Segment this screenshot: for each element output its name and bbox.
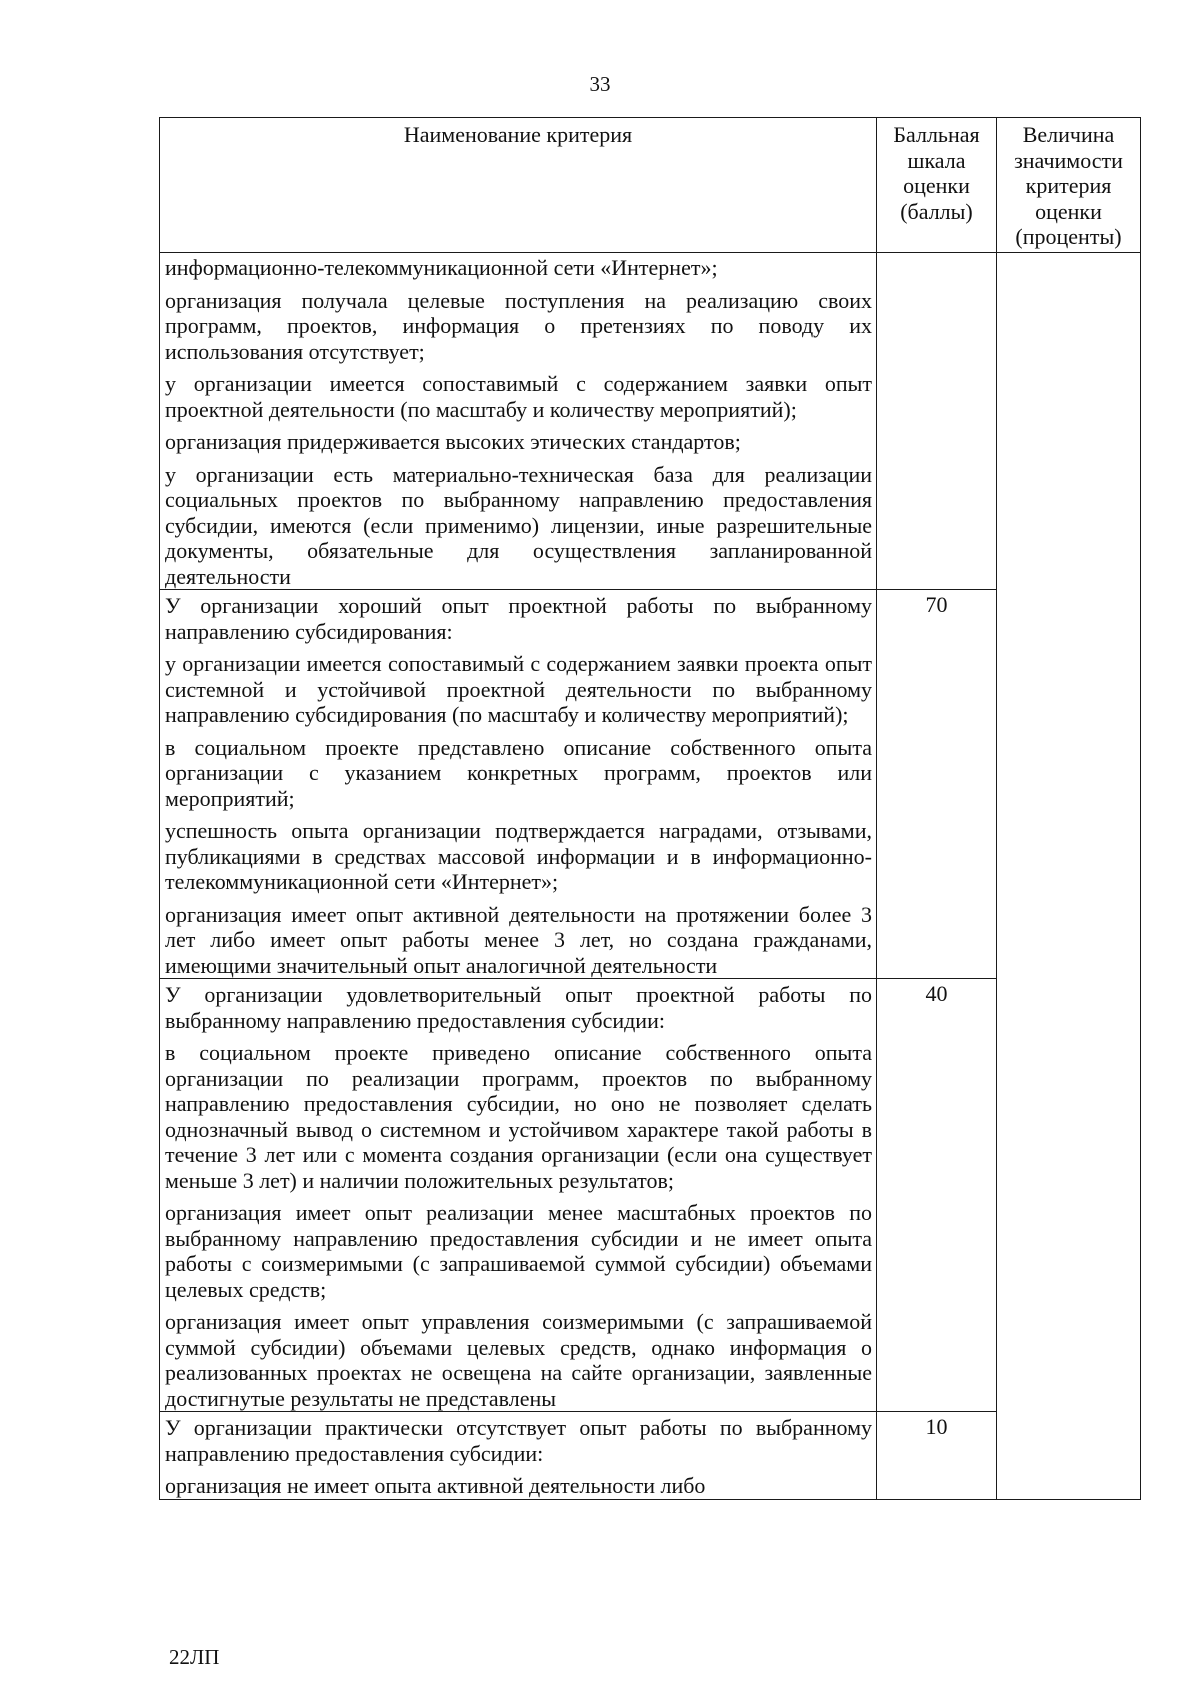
criterion-paragraph: организация не имеет опыта активной деятельности либо — [165, 1473, 706, 1498]
criterion-paragraph: У организации удовлетворительный опыт проектной работы по выбранному направлению предоставления субсидии: — [165, 982, 872, 1033]
criterion-text-cell — [160, 1412, 877, 1500]
criterion-text-cell — [160, 590, 877, 979]
table-row — [160, 1412, 1141, 1500]
criterion-text-cell — [160, 253, 877, 590]
score-cell: 10 — [877, 1412, 997, 1500]
criterion-paragraph: информационно-телекоммуникационной сети «Интернет»; — [165, 255, 718, 280]
criterion-paragraph: организация имеет опыт активной деятельности на протяжении более 3 лет либо имеет опыт работы менее 3 лет, но создана гражданами, имеющими значительный опыт аналогичной деятельности — [165, 901, 872, 978]
criterion-paragraph: организация придерживается высоких этических стандартов; — [165, 429, 741, 454]
criterion-paragraph: у организации имеется сопоставимый с содержанием заявки проекта опыт системной и устойчивой проектной деятельности по выбранному направлению субсидирования (по масштабу и количеству мероприятий); — [165, 651, 872, 727]
criterion-paragraph: У организации хороший опыт проектной работы по выбранному направлению субсидирования: — [165, 593, 872, 644]
header-weight: Величина значимости критерия оценки (проценты) — [997, 118, 1141, 253]
score-cell — [877, 253, 997, 590]
table-row — [160, 253, 1141, 590]
criterion-paragraph: у организации имеется сопоставимый с содержанием заявки опыт проектной деятельности (по масштабу и количеству мероприятий); — [165, 371, 872, 422]
criterion-paragraph: организация имеет опыт реализации менее масштабных проектов по выбранному направлению предоставления субсидии и не имеет опыта работы с соизмеримыми (с запрашиваемой суммой субсидии) объемами целевых средств; — [165, 1200, 872, 1302]
criterion-text-cell — [160, 979, 877, 1412]
criterion-paragraph: в социальном проекте приведено описание собственного опыта организации по реализации программ, проектов по выбранному направлению предоставления субсидии, но оно не позволяет сделать однозначный вывод о системном и устойчивом характере такой работы в течение 3 лет или с момента создания организации (если она существует меньше 3 лет) и наличии положительных результатов; — [165, 1040, 872, 1193]
table-row — [160, 979, 1141, 1412]
weight-cell — [997, 253, 1141, 1500]
table-header-row — [160, 118, 1141, 253]
header-score-scale: Балльная шкала оценки (баллы) — [877, 118, 997, 253]
criterion-paragraph: организация получала целевые поступления на реализацию своих программ, проектов, информация о претензиях по поводу их использования отсутствует; — [165, 287, 872, 364]
criterion-paragraph: У организации практически отсутствует опыт работы по выбранному направлению предоставления субсидии: — [165, 1415, 872, 1466]
page-number: 33 — [589, 72, 611, 96]
header-criterion-name: Наименование критерия — [160, 118, 877, 253]
document-code: 22ЛП — [169, 1645, 220, 1669]
criterion-paragraph: у организации есть материально-техническая база для реализации социальных проектов по выбранному направлению предоставления субсидии, имеются (если применимо) лицензии, иные разрешительные документы, обязательные для осуществления запланированной деятельности — [165, 461, 872, 589]
criterion-paragraph: успешность опыта организации подтверждается наградами, отзывами, публикациями в средствах массовой информации и в информационно-телекоммуникационной сети «Интернет»; — [165, 818, 872, 894]
score-cell: 70 — [877, 590, 997, 979]
criteria-table — [159, 117, 1141, 1500]
score-cell: 40 — [877, 979, 997, 1412]
table-row — [160, 590, 1141, 979]
criterion-paragraph: организация имеет опыт управления соизмеримыми (с запрашиваемой суммой субсидии) объемами целевых средств, однако информация о реализованных проектах не освещена на сайте организации, заявленные достигнутые результаты не представлены — [165, 1309, 872, 1411]
criterion-paragraph: в социальном проекте представлено описание собственного опыта организации с указанием конкретных программ, проектов или мероприятий; — [165, 734, 872, 811]
